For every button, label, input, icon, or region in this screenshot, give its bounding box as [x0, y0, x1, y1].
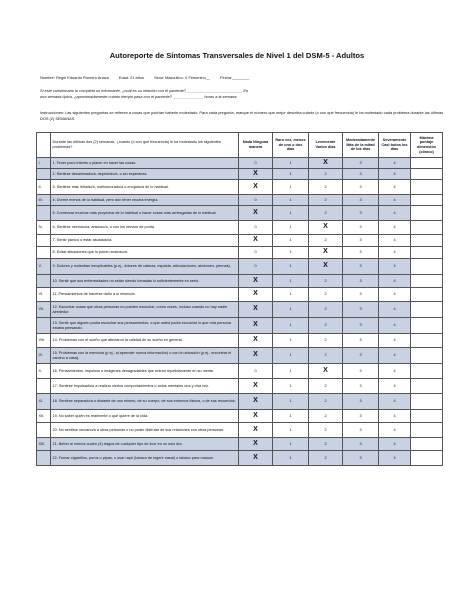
table-row	[37, 275, 443, 288]
score-cell-2[interactable]: 2	[309, 410, 343, 423]
table-row	[37, 247, 443, 259]
table-row	[37, 235, 443, 247]
question-text: 4. Dormir menos de lo habitual, pero aún tener mucha energía.	[51, 195, 239, 206]
score-cell-1[interactable]: 1	[273, 318, 309, 334]
score-cell-0[interactable]: X	[239, 394, 273, 410]
page-title: Autoreporte de Síntomas Transversales de Nivel 1 del DSM-5 - Adultos	[109, 51, 365, 60]
score-cell-0[interactable]: 0	[239, 247, 273, 259]
domain-label: X.	[37, 364, 51, 379]
score-cell-3[interactable]: 3	[343, 247, 379, 259]
max-score-cell	[411, 334, 443, 348]
score-cell-0[interactable]: X	[239, 451, 273, 466]
score-cell-0[interactable]: 0	[239, 195, 273, 206]
score-cell-3[interactable]: 3	[343, 288, 379, 302]
table-row	[37, 334, 443, 348]
question-text: 18. Sentirse separado/a o distante de uno mismo, de su cuerpo, de sus entornos físicos, o de sus recuerdos.	[51, 394, 239, 410]
score-cell-4[interactable]: 4	[379, 364, 411, 379]
score-cell-2[interactable]: 2	[309, 206, 343, 221]
max-score-cell	[411, 423, 443, 438]
domain-label	[37, 169, 51, 180]
score-cell-1[interactable]: 1	[273, 302, 309, 318]
table-row	[37, 288, 443, 302]
score-cell-2[interactable]: 2	[309, 423, 343, 438]
table-row	[37, 180, 443, 195]
score-cell-3[interactable]: 3	[343, 364, 379, 379]
table-row	[37, 259, 443, 275]
domain-label: III.	[37, 195, 51, 206]
score-cell-1[interactable]: 1	[273, 247, 309, 259]
table-row	[37, 451, 443, 466]
score-cell-2[interactable]: 2	[309, 180, 343, 195]
table-row	[37, 318, 443, 334]
table-row	[37, 158, 443, 169]
score-cell-3[interactable]: 3	[343, 180, 379, 195]
score-cell-4[interactable]: 4	[379, 275, 411, 288]
score-cell-3[interactable]: 3	[343, 259, 379, 275]
score-cell-1[interactable]: 1	[273, 451, 309, 466]
header-domain-cell	[37, 133, 51, 158]
patient-age: Edad: 21 años	[118, 75, 144, 80]
question-text: 20. No sentirse cercano/a a otras personas o no poder disfrutar de sus relaciones con otras personas.	[51, 423, 239, 438]
score-cell-3[interactable]: 3	[343, 379, 379, 394]
informant-note-line-2: una semana típica, ¿aproximadamente cuánto tiempo pasa con el paciente? ______________ horas a la semana.	[40, 94, 238, 99]
domain-label	[37, 379, 51, 394]
score-cell-4[interactable]: 4	[379, 180, 411, 195]
max-score-cell	[411, 195, 443, 206]
score-cell-1[interactable]: 1	[273, 275, 309, 288]
score-cell-3[interactable]: 3	[343, 158, 379, 169]
question-text: 9. Dolores y molestias inexplicables (p.ej., dolores de cabeza, espalda, articulaciones, abdomen, piernas).	[51, 259, 239, 275]
score-cell-3[interactable]: 3	[343, 348, 379, 364]
score-cell-1[interactable]: 1	[273, 364, 309, 379]
domain-label: IV.	[37, 221, 51, 235]
score-cell-2[interactable]: 2	[309, 302, 343, 318]
score-cell-2[interactable]: 2	[309, 394, 343, 410]
score-cell-3[interactable]: 3	[343, 334, 379, 348]
score-cell-4[interactable]: 4	[379, 235, 411, 247]
score-cell-3[interactable]: 3	[343, 318, 379, 334]
score-cell-4[interactable]: 4	[379, 158, 411, 169]
question-text: 14. Problemas con el sueño que afectaron la calidad de su sueño en general.	[51, 334, 239, 348]
score-cell-1[interactable]: 1	[273, 180, 309, 195]
score-cell-1[interactable]: 1	[273, 379, 309, 394]
score-cell-0[interactable]: X	[239, 235, 273, 247]
max-score-cell	[411, 288, 443, 302]
score-cell-1[interactable]: 1	[273, 423, 309, 438]
score-cell-4[interactable]: 4	[379, 302, 411, 318]
score-cell-3[interactable]: 3	[343, 302, 379, 318]
score-cell-1[interactable]: 1	[273, 206, 309, 221]
score-cell-2[interactable]: X	[309, 259, 343, 275]
question-text: 17. Sentirse impulsado/a a realizar ciertos comportamientos o actos mentales una y otra vez.	[51, 379, 239, 394]
score-cell-0[interactable]: X	[239, 302, 273, 318]
score-cell-1[interactable]: 1	[273, 438, 309, 451]
score-cell-4[interactable]: 4	[379, 221, 411, 235]
header-col-1: Raro vez, menos de uno o dos días	[273, 133, 309, 158]
question-text: 15. Problemas con la memoria (p.ej., al aprender nueva información) o con la ubicación (p.ej., encontrar el camino a casa).	[51, 348, 239, 364]
table-row	[37, 438, 443, 451]
score-cell-3[interactable]: 3	[343, 235, 379, 247]
question-text: 12. Escuchar cosas que otras personas no pueden escuchar, como voces, incluso cuando no hay nadie alrededor.	[51, 302, 239, 318]
header-question: Durante las últimas dos (2) semanas, ¿cuánto (o con qué frecuencia) le ha molestado los siguientes problemas?	[51, 133, 239, 158]
score-cell-1[interactable]: 1	[273, 169, 309, 180]
domain-label	[37, 423, 51, 438]
header-col-3: Moderadamente Más de la mitad de los días	[343, 133, 379, 158]
table-row	[37, 394, 443, 410]
score-cell-0[interactable]: 0	[239, 221, 273, 235]
table-row	[37, 348, 443, 364]
score-cell-2[interactable]: 2	[309, 275, 343, 288]
domain-label: VII.	[37, 302, 51, 318]
domain-label	[37, 247, 51, 259]
question-text: 22. Fumar cigarrillos, puros o pipas, o usar rapé (tabaco de ingerir nasal) o tabaco para mascar.	[51, 451, 239, 466]
max-score-cell	[411, 235, 443, 247]
domain-label: XII.	[37, 410, 51, 423]
score-cell-3[interactable]: 3	[343, 195, 379, 206]
score-cell-4[interactable]: 4	[379, 318, 411, 334]
score-cell-1[interactable]: 1	[273, 259, 309, 275]
patient-info	[40, 75, 440, 80]
score-cell-2[interactable]: 2	[309, 348, 343, 364]
max-score-cell	[411, 158, 443, 169]
header-col-4: Severamente Casi todos los días	[379, 133, 411, 158]
score-cell-2[interactable]: X	[309, 247, 343, 259]
score-cell-0[interactable]: X	[239, 288, 273, 302]
score-cell-4[interactable]: 4	[379, 410, 411, 423]
score-cell-0[interactable]: X	[239, 410, 273, 423]
domain-label: II.	[37, 180, 51, 195]
score-cell-4[interactable]: 4	[379, 195, 411, 206]
max-score-cell	[411, 348, 443, 364]
max-score-cell	[411, 259, 443, 275]
score-cell-0[interactable]: X	[239, 348, 273, 364]
score-cell-4[interactable]: 4	[379, 394, 411, 410]
max-score-cell	[411, 206, 443, 221]
question-text: 19. No saber quién es realmente o qué quiere de la vida.	[51, 410, 239, 423]
score-cell-3[interactable]: 3	[343, 169, 379, 180]
table-row	[37, 206, 443, 221]
patient-name: Nombre: Regel Eduardo Romero Anaca	[40, 75, 109, 80]
symptom-table	[36, 132, 443, 466]
informant-note	[40, 88, 440, 100]
score-cell-0[interactable]: 0	[239, 259, 273, 275]
max-score-cell	[411, 302, 443, 318]
domain-label	[37, 275, 51, 288]
score-cell-4[interactable]: 4	[379, 451, 411, 466]
score-cell-3[interactable]: 3	[343, 438, 379, 451]
max-score-cell	[411, 169, 443, 180]
score-cell-0[interactable]: X	[239, 334, 273, 348]
score-cell-2[interactable]: 2	[309, 318, 343, 334]
header-col-5: Máxima puntaje dimensión (clínico)	[411, 133, 443, 158]
score-cell-0[interactable]: X	[239, 423, 273, 438]
score-cell-3[interactable]: 3	[343, 221, 379, 235]
max-score-cell	[411, 247, 443, 259]
score-cell-3[interactable]: 3	[343, 206, 379, 221]
score-cell-3[interactable]: 3	[343, 451, 379, 466]
question-text: 8. Evitar situaciones que lo ponen ansioso/a.	[51, 247, 239, 259]
score-cell-3[interactable]: 3	[343, 394, 379, 410]
score-cell-0[interactable]: X	[239, 169, 273, 180]
score-cell-1[interactable]: 1	[273, 221, 309, 235]
score-cell-0[interactable]: X	[239, 275, 273, 288]
table-row	[37, 169, 443, 180]
header-col-0: Nada Ninguna manera	[239, 133, 273, 158]
score-cell-4[interactable]: 4	[379, 348, 411, 364]
informant-note-line-1: Si este cuestionario lo completa un informante, ¿cuál es su relación con el paciente?__________________________ En	[40, 88, 249, 93]
score-cell-0[interactable]: X	[239, 206, 273, 221]
domain-label	[37, 206, 51, 221]
score-cell-4[interactable]: 4	[379, 438, 411, 451]
patient-sex: Sexo: Masculino: X Femenino__	[154, 75, 211, 80]
score-cell-4[interactable]: 4	[379, 379, 411, 394]
question-text: 3. Sentirse más irritado/a, malhumorado/a o enojado/a de lo habitual.	[51, 180, 239, 195]
score-cell-1[interactable]: 1	[273, 394, 309, 410]
domain-label: XI.	[37, 394, 51, 410]
max-score-cell	[411, 410, 443, 423]
score-cell-1[interactable]: 1	[273, 334, 309, 348]
score-cell-2[interactable]: X	[309, 221, 343, 235]
score-cell-2[interactable]: 2	[309, 195, 343, 206]
score-cell-0[interactable]: X	[239, 180, 273, 195]
instructions: Instrucciones: Las siguientes preguntas se refieren a cosas que podrían haberle molestado. Para cada pregunta, marque el número que mejor describa cuánto (o con qué frecuencia) le ha molestado cada problema durante las últimas DOS (2) SEMANAS.	[40, 110, 444, 121]
score-cell-1[interactable]: 1	[273, 235, 309, 247]
table-row	[37, 423, 443, 438]
table-row	[37, 410, 443, 423]
max-score-cell	[411, 379, 443, 394]
score-cell-2[interactable]: 2	[309, 334, 343, 348]
score-cell-2[interactable]: 2	[309, 235, 343, 247]
score-cell-2[interactable]: X	[309, 158, 343, 169]
question-text: 7. Sentir pánico o estar asustado/a.	[51, 235, 239, 247]
score-cell-2[interactable]: 2	[309, 288, 343, 302]
max-score-cell	[411, 275, 443, 288]
score-cell-0[interactable]: X	[239, 379, 273, 394]
score-cell-1[interactable]: 1	[273, 410, 309, 423]
score-cell-2[interactable]: 2	[309, 451, 343, 466]
score-cell-0[interactable]: 0	[239, 364, 273, 379]
domain-label	[37, 235, 51, 247]
table-row	[37, 195, 443, 206]
max-score-cell	[411, 180, 443, 195]
score-cell-1[interactable]: 1	[273, 288, 309, 302]
score-cell-4[interactable]: 4	[379, 288, 411, 302]
score-cell-1[interactable]: 1	[273, 195, 309, 206]
domain-label: XIII.	[37, 438, 51, 451]
max-score-cell	[411, 364, 443, 379]
question-text: 10. Sentir que sus enfermedades no están siendo tomadas lo suficientemente en serio.	[51, 275, 239, 288]
question-text: 21. Beber al menos cuatro (4) tragos de cualquier tipo de licor en un solo día.	[51, 438, 239, 451]
question-text: 6. Sentirse nervioso/a, ansioso/a, o con los nervios de punta.	[51, 221, 239, 235]
table-row	[37, 379, 443, 394]
question-text: 13. Sentir que alguien podía escuchar sus pensamientos, o que usted podía escuchar lo que otra persona estaba pensando.	[51, 318, 239, 334]
domain-label	[37, 451, 51, 466]
header-col-2: Levemente Varios días	[309, 133, 343, 158]
question-text: 2. Sentirse desanimado/a, deprimido/a, o sin esperanza.	[51, 169, 239, 180]
report-date: Fecha:________	[220, 75, 250, 80]
score-cell-0[interactable]: X	[239, 318, 273, 334]
question-text: 16. Pensamientos, impulsos o imágenes desagradables que entran repetidamente en su mente.	[51, 364, 239, 379]
domain-label: V.	[37, 259, 51, 275]
score-cell-4[interactable]: 4	[379, 206, 411, 221]
score-cell-4[interactable]: 4	[379, 259, 411, 275]
table-row	[37, 302, 443, 318]
table-row	[37, 364, 443, 379]
max-score-cell	[411, 438, 443, 451]
question-text: 11. Pensamientos de hacerse daño a sí mismo/a.	[51, 288, 239, 302]
score-cell-3[interactable]: 3	[343, 275, 379, 288]
max-score-cell	[411, 318, 443, 334]
score-cell-4[interactable]: 4	[379, 247, 411, 259]
score-cell-3[interactable]: 3	[343, 423, 379, 438]
domain-label: IX.	[37, 348, 51, 364]
domain-label	[37, 318, 51, 334]
table-row	[37, 221, 443, 235]
max-score-cell	[411, 451, 443, 466]
score-cell-4[interactable]: 4	[379, 334, 411, 348]
domain-label: VI.	[37, 288, 51, 302]
score-cell-4[interactable]: 4	[379, 423, 411, 438]
domain-label: VIII.	[37, 334, 51, 348]
score-cell-2[interactable]: 2	[309, 169, 343, 180]
score-cell-1[interactable]: 1	[273, 348, 309, 364]
score-cell-0[interactable]: 0	[239, 158, 273, 169]
score-cell-2[interactable]: 2	[309, 438, 343, 451]
domain-label: I.	[37, 158, 51, 169]
score-cell-2[interactable]: 2	[309, 379, 343, 394]
question-text: 5. Comenzar muchos más proyectos de lo habitual o hacer cosas más arriesgadas de lo habitual.	[51, 206, 239, 221]
score-cell-3[interactable]: 3	[343, 410, 379, 423]
header-row	[37, 133, 443, 158]
score-cell-0[interactable]: X	[239, 438, 273, 451]
score-cell-2[interactable]: X	[309, 364, 343, 379]
max-score-cell	[411, 394, 443, 410]
max-score-cell	[411, 221, 443, 235]
score-cell-1[interactable]: 1	[273, 158, 309, 169]
question-text: 1. Tener poco interés o placer en hacer las cosas.	[51, 158, 239, 169]
score-cell-4[interactable]: 4	[379, 169, 411, 180]
